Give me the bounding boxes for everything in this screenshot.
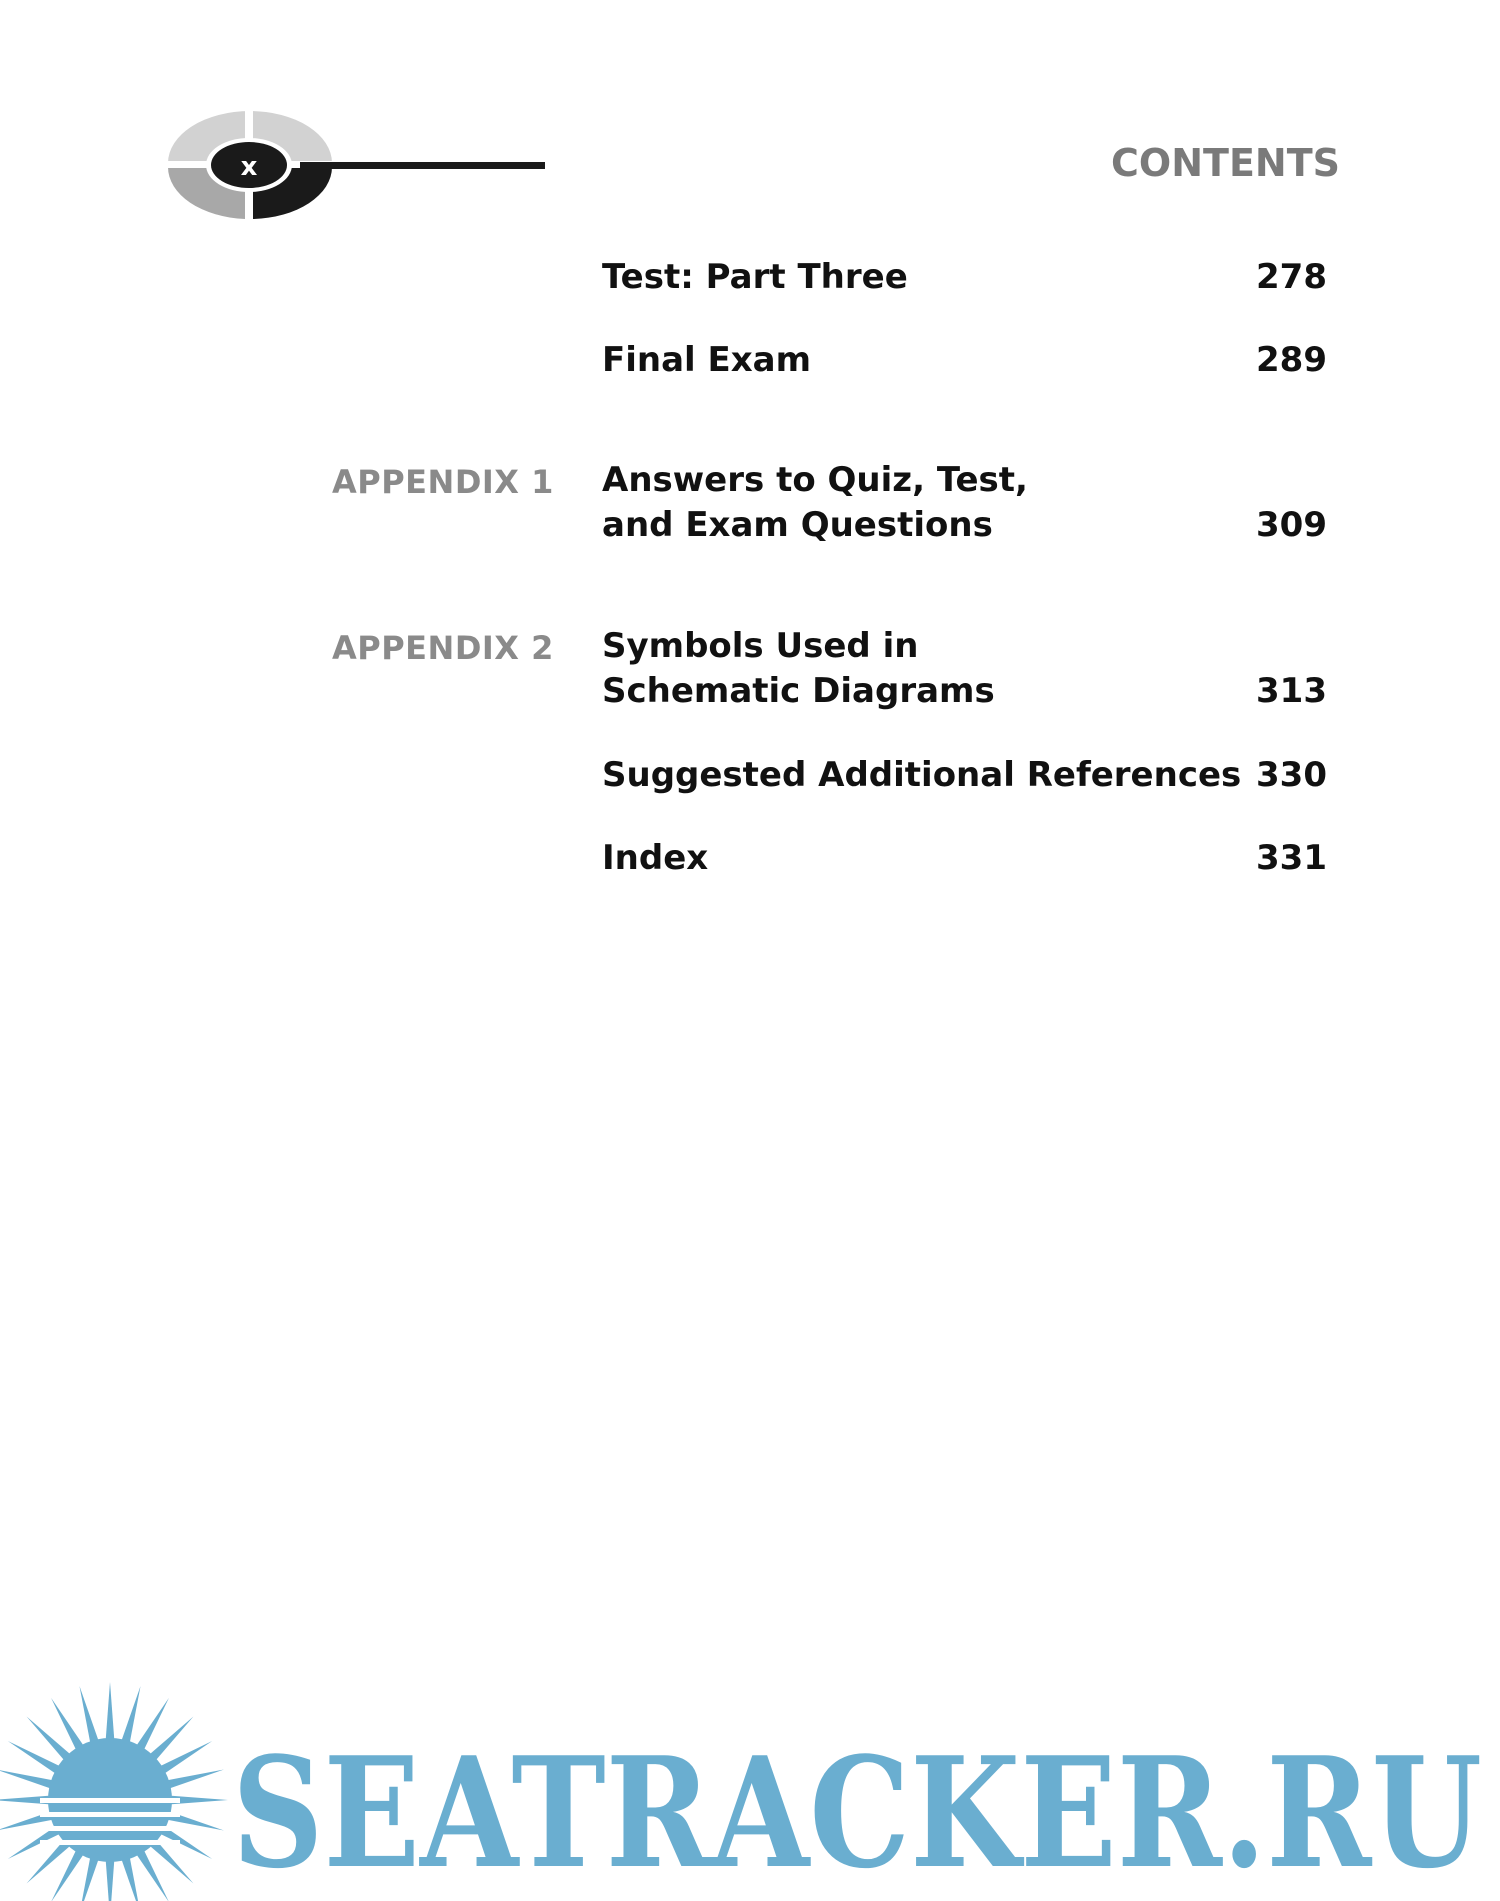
toc-entry-page-number: 330: [1256, 755, 1327, 795]
toc-entry-title: [602, 338, 1182, 383]
watermark: [0, 1680, 1500, 1901]
toc-entry-title-line: Answers to Quiz, Test,: [602, 460, 1028, 500]
toc-entry-title: [602, 255, 1182, 300]
table-of-contents: [0, 0, 1500, 900]
toc-entry-label: APPENDIX 1: [332, 463, 554, 501]
sun-ray: [106, 1860, 115, 1901]
toc-entry-title-line: Suggested Additional References: [602, 755, 1242, 795]
toc-entry-title: [602, 624, 1182, 714]
toc-entry-page-number: 313: [1256, 671, 1327, 711]
toc-entry-title-line: Symbols Used in: [602, 626, 919, 666]
toc-entry-title-line: Final Exam: [602, 340, 812, 380]
sun-ray: [79, 1857, 98, 1901]
watermark-graphic: [0, 1680, 1500, 1901]
page-number: x: [240, 152, 258, 182]
toc-entry-title-line: and Exam Questions: [602, 505, 993, 545]
sun-ray: [79, 1686, 98, 1743]
sun-ray: [121, 1857, 140, 1901]
sun-logo-icon: [0, 1682, 228, 1901]
toc-entry-title-line: Test: Part Three: [602, 257, 908, 297]
toc-entry-title-line: Schematic Diagrams: [602, 671, 995, 711]
sun-ray: [167, 1769, 224, 1788]
toc-entry-title: [602, 458, 1182, 548]
toc-entry-page-number: 331: [1256, 838, 1327, 878]
toc-entry-label: APPENDIX 2: [332, 629, 554, 667]
toc-entry-page-number: 289: [1256, 340, 1327, 380]
toc-entry-title: [602, 836, 1182, 881]
toc-entry-title-line: Index: [602, 838, 709, 878]
toc-entry-title: [602, 753, 1242, 798]
sun-ray: [0, 1769, 53, 1788]
running-head: CONTENTS: [1111, 141, 1340, 185]
sun-ray: [121, 1686, 140, 1743]
watermark-text: SEATRACKER.RU: [232, 1723, 1482, 1901]
toc-entry-page-number: 278: [1256, 257, 1327, 297]
sun-ray: [106, 1682, 115, 1740]
toc-entry-page-number: 309: [1256, 505, 1327, 545]
